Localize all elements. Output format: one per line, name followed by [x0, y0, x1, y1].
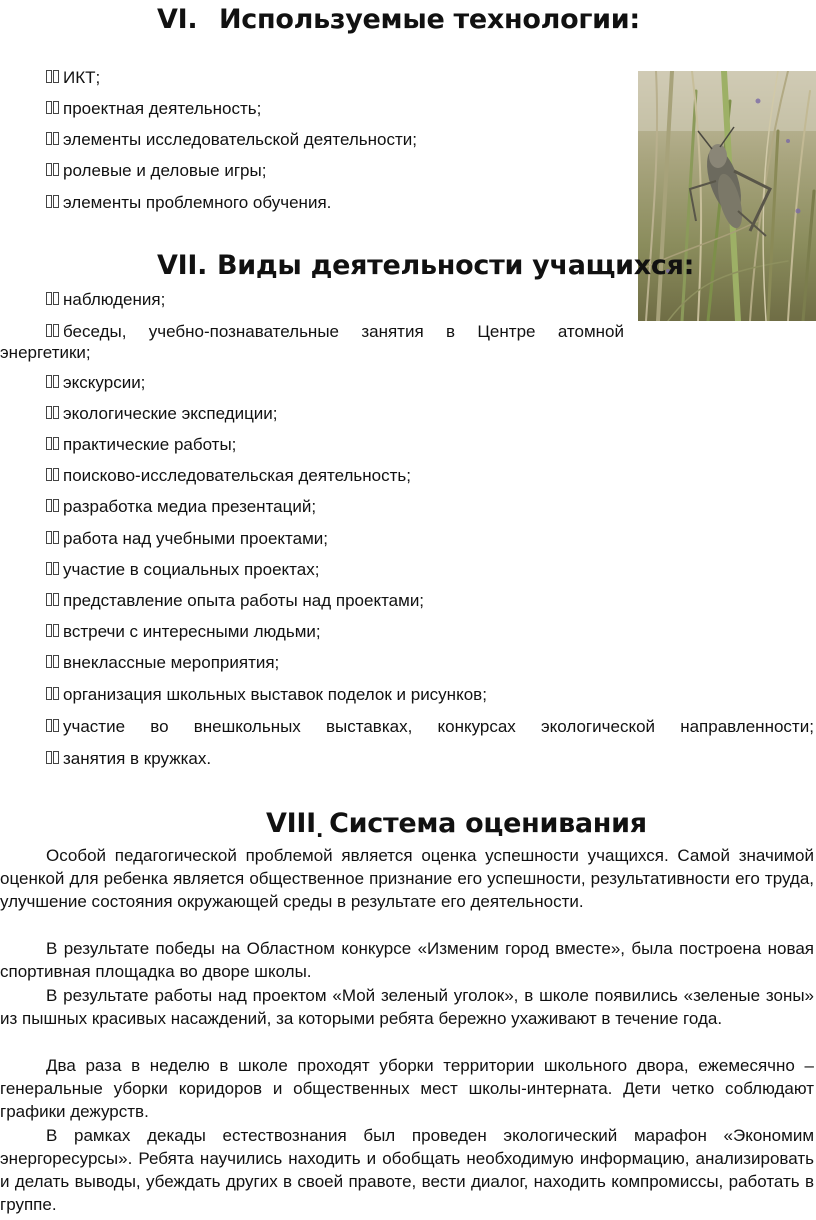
section-7-number: VII.	[157, 250, 208, 281]
section-8-number: VIII	[266, 808, 316, 839]
list-item-text: проектная деятельность;	[63, 99, 262, 118]
paragraph: В результате победы на Областном конкурсе «Изменим город вместе», была построена новая спортивная площадка во дворе школы.	[0, 939, 814, 981]
bullet-icon	[46, 719, 62, 735]
list-item	[46, 717, 814, 737]
list-item-text: экскурсии;	[63, 373, 146, 392]
bullet-icon	[46, 751, 62, 767]
list-item-word: в	[446, 322, 456, 341]
bullet-icon	[46, 624, 62, 640]
list-item-word: Центре	[477, 322, 536, 341]
list-item	[46, 290, 165, 310]
section-8-dot: .	[315, 818, 324, 842]
bullet-icon	[46, 593, 62, 609]
list-item	[46, 529, 328, 549]
list-item	[46, 466, 411, 486]
bullet-icon	[46, 101, 62, 117]
section-6-title: Используемые технологии:	[219, 4, 640, 35]
paragraph: В рамках декады естествознания был проведен экологический марафон «Экономим энергоресурсы». Ребята научились находить и обобщать необходимую информацию, анализировать и делать выводы, убеждать других в своей правоте, вести диалог, находить компромиссы, работать в группе.	[0, 1126, 814, 1214]
bullet-icon	[46, 70, 62, 86]
list-item-text: встречи с интересными людьми;	[63, 622, 321, 641]
list-item-text: внеклассные мероприятия;	[63, 653, 280, 672]
list-item-text: организация школьных выставок поделок и рисунков;	[63, 685, 487, 704]
section-7-title: Виды деятельности учащихся:	[217, 250, 695, 281]
bullet-icon	[46, 292, 62, 308]
list-item-text: участие в социальных проектах;	[63, 560, 320, 579]
paragraph: Особой педагогической проблемой является оценка успешности учащихся. Самой значимой оценкой для ребенка является общественное признание его успешности, результативности его труда, улучшение состояния окружающей среды в результате его деятельности.	[0, 846, 814, 911]
bullet-icon	[46, 687, 62, 703]
list-item-word: занятия	[361, 322, 424, 341]
list-item-word: внешкольных	[193, 717, 301, 736]
list-item-text: наблюдения;	[63, 290, 166, 309]
list-item-text: ИКТ;	[63, 68, 101, 87]
list-item-text: работа над учебными проектами;	[63, 529, 329, 548]
list-item-continuation: энергетики;	[0, 343, 91, 362]
list-item-word: во	[150, 717, 169, 736]
list-item-word: участие	[63, 717, 126, 736]
bullet-icon	[46, 562, 62, 578]
section-6-number: VI.	[157, 4, 198, 35]
list-item	[46, 622, 321, 642]
list-item	[46, 560, 319, 580]
bullet-icon	[46, 163, 62, 179]
paragraph: В результате работы над проектом «Мой зеленый уголок», в школе появились «зеленые зоны» из пышных красивых насаждений, за которыми ребята бережно ухаживают в течение года.	[0, 986, 814, 1028]
bullet-icon	[46, 531, 62, 547]
list-item-text: экологические экспедиции;	[63, 404, 278, 423]
section-8-title: Система оценивания	[329, 808, 647, 839]
bullet-icon	[46, 375, 62, 391]
list-item-word: конкурсах	[437, 717, 516, 736]
list-item-text: представление опыта работы над проектами;	[63, 591, 425, 610]
bullet-icon	[46, 437, 62, 453]
bullet-icon	[46, 406, 62, 422]
list-item-text: занятия в кружках.	[63, 749, 212, 768]
list-item-text: практические работы;	[63, 435, 237, 454]
grasshopper-image	[638, 71, 816, 321]
bullet-icon	[46, 655, 62, 671]
list-item-word: экологической	[540, 717, 656, 736]
list-item-word: выставках,	[325, 717, 413, 736]
bullet-icon	[46, 324, 62, 340]
list-item	[46, 497, 316, 517]
list-item	[46, 99, 261, 119]
list-item	[46, 130, 417, 150]
list-item	[46, 653, 279, 673]
paragraph: Два раза в неделю в школе проходят уборки территории школьного двора, ежемесячно – генеральные уборки коридоров и общественных мест школы-интерната. Дети четко соблюдают графики дежурств.	[0, 1056, 814, 1121]
list-item-word: учебно-познавательные	[148, 322, 339, 341]
section-8-heading	[266, 808, 647, 842]
bullet-icon	[46, 499, 62, 515]
list-item-word: беседы,	[63, 322, 127, 341]
list-item	[46, 161, 266, 181]
list-item-text: элементы исследовательской деятельности;	[63, 130, 417, 149]
list-item-text: элементы проблемного обучения.	[63, 193, 332, 212]
list-item	[46, 322, 624, 342]
list-item-text: разработка медиа презентаций;	[63, 497, 317, 516]
list-item-text: ролевые и деловые игры;	[63, 161, 267, 180]
list-item-word: направленности;	[680, 717, 814, 736]
list-item	[46, 373, 145, 393]
section-6-heading	[157, 4, 640, 35]
bullet-icon	[46, 468, 62, 484]
list-item	[46, 685, 487, 705]
list-item-word: атомной	[557, 322, 624, 341]
bullet-icon	[46, 195, 62, 211]
list-item-text: поисково-исследовательская деятельность;	[63, 466, 411, 485]
list-item	[46, 68, 100, 88]
section-7-heading	[157, 250, 694, 281]
grasshopper-photo	[638, 71, 816, 321]
bullet-icon	[46, 132, 62, 148]
list-item	[46, 193, 331, 213]
list-item	[46, 404, 278, 424]
list-item	[46, 591, 424, 611]
list-item	[46, 435, 236, 455]
list-item	[46, 749, 211, 769]
